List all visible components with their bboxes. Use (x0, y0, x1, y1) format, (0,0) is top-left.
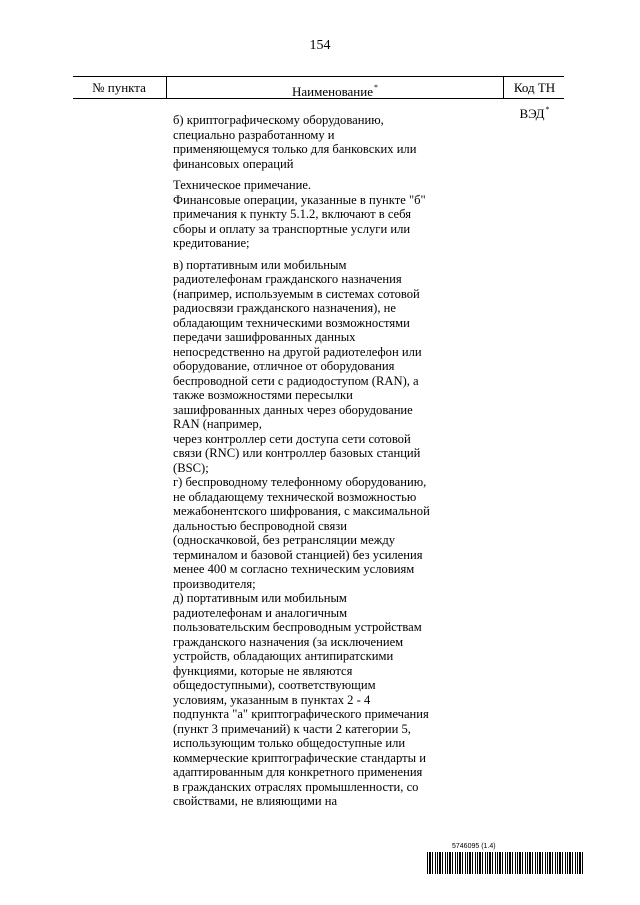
column-header-code (503, 77, 565, 121)
column-header-name (166, 77, 503, 98)
column-header-number (73, 77, 165, 98)
paragraph-technical-note: Техническое примечание. Финансовые операции, указанные в пункте "б" примечания к пункту 5.1.2, включают в себя сборы и оплату за транспортные услуги или кредитование; (173, 178, 426, 250)
footnote-mark: * (374, 83, 378, 92)
column-header-number-label: № пункта (92, 80, 146, 95)
column-header-name-label: Наименование (292, 84, 373, 99)
name-column-content (173, 113, 473, 809)
footnote-mark: * (545, 105, 550, 114)
barcode-label: 5746095 (1.4) (452, 843, 496, 850)
barcode-image (427, 852, 585, 874)
page-number: 154 (309, 38, 331, 53)
table-header (73, 76, 564, 121)
paragraph-radiotelephones: в) портативным или мобильным радиотелефонам гражданского назначения (например, используемым в системах сотовой радиосвязи гражданского назначения), не обладающим техническими возможностями передачи зашифрованных данных непосредственно на другой радиотелефон или оборудование, отличное от оборудования беспроводной сети с радиодоступом (RAN), а также возможностями пересылки зашифрованных данных через оборудование RAN (например, через контроллер сети доступа сети сотовой связи (RNC) или контроллер базовых станций (BSC); г) беспроводному телефонному оборудованию, не обладающему технической возможностью межабонентского шифрования, с максимальной дальностью беспроводной связи (односкачковой, без ретрансляции между терминалом и базовой станцией) без усиления менее 400 м согласно техническим условиям производителя; д) портативным или мобильным радиотелефонам и аналогичным пользовательским беспроводным устройствам гражданского назначения (за исключением устройств, обладающих антипиратскими функциями, которые не являются общедоступными), соответствующим условиям, указанным в пунктах 2 - 4 подпункта "а" криптографического примечания (пункт 3 примечаний) к части 2 категории 5, использующим только общедоступные или коммерческие криптографические стандарты и адаптированным для конкретного применения в гражданских отраслях промышленности, со свойствами, не влияющими на (173, 257, 430, 808)
paragraph-crypto-banking: б) криптографическому оборудованию, специально разработанному и применяющемуся только для банковских или финансовых операций (173, 113, 417, 171)
column-header-code-label: Код ТН ВЭД (513, 80, 556, 121)
